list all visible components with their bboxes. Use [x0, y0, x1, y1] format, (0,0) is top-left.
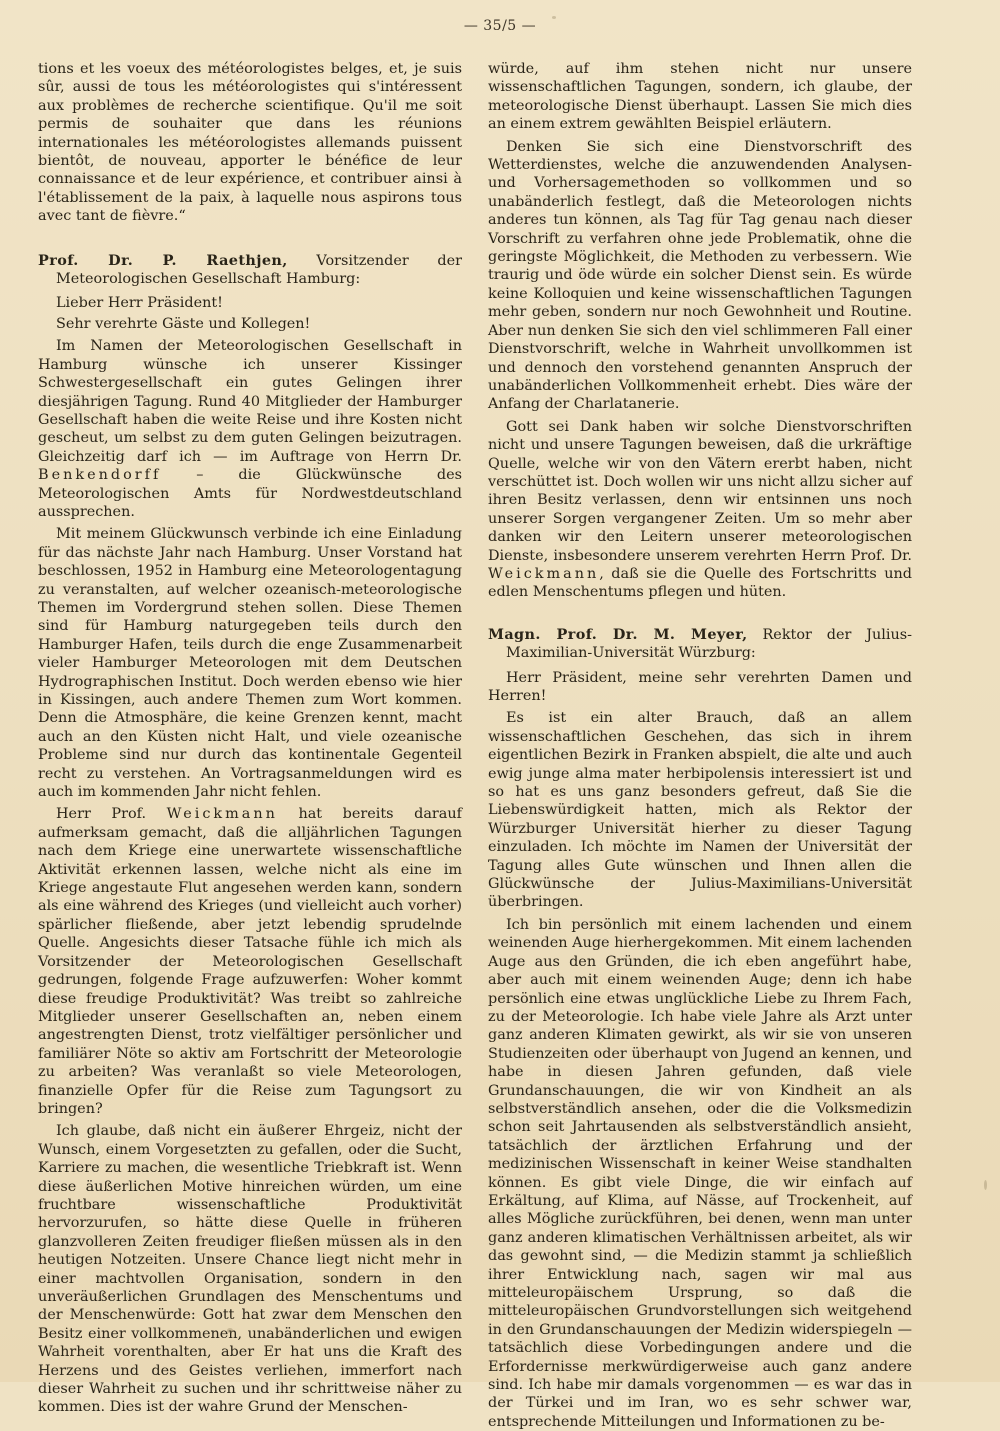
ink-speck: [984, 1180, 987, 1190]
ink-speck: [552, 16, 556, 19]
paragraph-continued: würde, auf ihm stehen nicht nur unsere wissenschaftlichen Tagungen, sondern, ich glaube, der meteorologische Dienst überhaupt. Lassen Sie mich dies an einem extrem gewählten Beispiel erläutern.: [488, 61, 912, 133]
text-run: Herr Prof.: [56, 806, 147, 823]
speaker-role: Rektor der Julius-Maximilian-Universität Würzburg:: [506, 626, 912, 662]
right-column: [488, 60, 912, 1431]
paragraph: [38, 805, 462, 1118]
person-name: Weickmann: [488, 565, 600, 582]
speaker-heading-meyer: [488, 626, 912, 663]
text-run: Im Namen der Meteorologischen Gesellschaft in Hamburg wünsche ich unserer Kissinger Schwestergesellschaft ein gutes Gelingen ihrer diesjährigen Tagung. Rund 40 Mitglieder der Hamburger Gesellschaft haben die weite Reise und ihre Kosten nicht gescheut, um selbst zu dem guten Gelingen beizutragen. Gleichzeitig darf ich — im Auftrage von Herrn Dr.: [38, 338, 462, 465]
paragraph: [38, 337, 462, 521]
ink-speck: [227, 1328, 233, 1333]
left-column: [38, 60, 462, 1417]
page-number: — 35/5 —: [463, 18, 537, 34]
speaker-heading-raethjen: [38, 252, 462, 289]
text-run: Gott sei Dank haben wir solche Dienstvorschriften nicht und unsere Tagungen beweisen, daß die urkräftige Quelle, welche wir von den Vätern ererbt haben, nicht verschüttet ist. Doch wollen wir uns nicht allzu sicher auf ihren Besitz verlassen, denn wir entsinnen uns noch unserer Sorgen vergangener Zeiten. Um so mehr aber danken wir den Leitern unserer meteorologischen Dienste, insbesondere unserem verehrten Herrn Prof. Dr.: [488, 418, 912, 564]
person-name: Benkendorff: [38, 467, 162, 484]
paragraph: Ich bin persönlich mit einem lachenden und einem weinenden Auge hierhergekommen. Mit einem lachenden Auge aus den Gründen, die ich eben angeführt habe, aber auch mit einem weinenden Auge; denn ich habe persönlich eine etwas unglückliche Liebe zu Ihrem Fach, zu der Meteorologie. Ich habe viele Jahre als Arzt unter ganz anderen Klimaten gewirkt, als wir sie von unseren Studienzeiten oder überhaupt von Jugend an kennen, und habe in diesen Jahren gefunden, daß viele Grundanschauungen, die wir von Kindheit an als selbstverständlich ansehen, oder die die Volksmedizin schon seit Jahrtausenden als selbstverständlich ansieht, tatsächlich der ärztlichen Erfahrung und der medizinischen Wissenschaft in keiner Weise standhalten können. Es gibt viele Dinge, die wir einfach auf Erkältung, auf Klima, auf Nässe, auf Trockenheit, auf alles Mögliche zurückführen, bei denen, wenn man unter ganz anderen klimatischen Verhältnissen arbeitet, als wir das gewohnt sind, — die Medizin stammt ja schließlich ihrer Entwicklung nach, sagen wir mal aus mitteleuropäischem Ursprung, so daß die mitteleuropäischen Grundvorstellungen sich weitgehend in den Grundanschauungen der Medizin widerspiegeln — tatsächlich diese Vorbedingungen andere und die Erfordernisse merkwürdigerweise auch ganz andere sind. Ich habe mir damals vorgenommen — es war das in der Türkei und im Iran, wo es sehr schwer war, entsprechende Mitteilungen und Informationen zu be-: [488, 916, 912, 1430]
text-run: hat bereits darauf aufmerksam gemacht, daß die alljährlichen Tagungen nach dem Kriege eine unerwartete wissenschaftliche Aktivität erkennen lassen, welche nicht als eine im Kriege angestaute Flut angesehen werden kann, sondern als eine während des Krieges (und vielleicht auch vorher) spärlicher fließende, aber jetzt lebendig sprudelnde Quelle. Angesichts dieser Tatsache fühle ich mich als Vorsitzender der Meteorologischen Gesellschaft gedrungen, folgende Frage aufzuwerfen: Woher kommt diese freudige Produktivität? Was treibt so zahlreiche Mitglieder unserer Gesellschaften an, neben einem angestrengten Dienst, trotz vielfältiger persönlicher und familiärer Nöte so aktiv am Fortschritt der Meteorologie zu arbeiten? Was veranlaßt so viele Meteorologen, finanzielle Opfer für die Reise zum Tagungsort zu bringen?: [38, 806, 462, 1117]
text-run: – die Glückwünsche des Meteorologischen Amts für Nordwestdeutschland aussprechen.: [38, 467, 463, 520]
person-name: Weickmann: [166, 806, 278, 823]
paragraph: Es ist ein alter Brauch, daß an allem wissenschaftlichen Geschehen, das sich in ihrem eigentlichen Bezirk in Franken abspielt, die alte und auch ewig junge alma mater herbipolensis interessiert ist und so hat es uns ganz besonders gefreut, daß Sie die Liebenswürdigkeit hatten, mich als Rektor der Würzburger Universität hierher zu dieser Tagung einzuladen. Ich möchte im Namen der Universität der Tagung alles Gute wünschen und Ihnen allen die Glückwünsche der Julius-Maximilians-Universität überbringen.: [488, 710, 912, 911]
greeting: Lieber Herr Präsident!: [56, 295, 223, 312]
paragraph-french-closing: tions et les voeux des météorologistes belges, et, je suis sûr, aussi de tous les météorologistes qui s'intéressent aux problèmes de recherche scientifique. Qu'il me soit permis de souhaiter que dans les réunions internationales les météorologistes allemands puissent bientôt, de nouveau, apporter le bénéfice de leur connaissance et de leur expérience, et contribuer ainsi à l'établissement de la paix, à laquelle nous aspirons tous avec tant de fièvre.“: [38, 61, 462, 225]
speaker-name: Magn. Prof. Dr. M. Meyer,: [488, 625, 748, 643]
paragraph: Ich glaube, daß nicht ein äußerer Ehrgeiz, nicht der Wunsch, einem Vorgesetzten zu gefallen, oder die Sucht, Karriere zu machen, die wesentliche Triebkraft ist. Wenn diese äußerlichen Motive hinreichen würden, um eine fruchtbare wissenschaftliche Produktivität hervorzurufen, so hätte diese Quelle in früheren glanzvolleren Zeiten freudiger fließen müssen als in den heutigen Notzeiten. Unsere Chance liegt nicht mehr in einer machtvollen Organisation, sondern in den unveräußerlichen Grundlagen des Menschentums und der Menschenwürde: Gott hat zwar dem Menschen den Besitz einer vollkommenen, unabänderlichen und ewigen Wahrheit vorenthalten, aber Er hat uns die Kraft des Herzens und des Geistes verliehen, immerfort nach dieser Wahrheit zu suchen und ihr schrittweise näher zu kommen. Dies ist der wahre Grund der Menschen-: [38, 1123, 462, 1416]
paragraph: Mit meinem Glückwunsch verbinde ich eine Einladung für das nächste Jahr nach Hamburg. Unser Vorstand hat beschlossen, 1952 in Hamburg eine Meteorologentagung zu veranstalten, auf welcher ozeanisch-meteorologische Themen im Vordergrund stehen sollen. Diese Themen sind für Hamburg naturgegeben teils durch den Hamburger Hafen, teils durch die enge Zusammenarbeit vieler Hamburger Meteorologen mit dem Deutschen Hydrographischen Institut. Doch werden ebenso wie hier in Kissingen, auch andere Themen zum Wort kommen. Denn die Atmosphäre, die keine Grenzen kennt, macht auch an den Küsten nicht Halt, und viele ozeanische Probleme sind nur durch das kontinentale Gegenteil recht zu verstehen. An Vortragsanmeldungen wird es auch im kommenden Jahr nicht fehlen.: [38, 526, 462, 801]
paragraph: [488, 418, 912, 602]
greeting: Sehr verehrte Gäste und Kollegen!: [56, 315, 311, 332]
text-run: , daß sie die Quelle des Fortschritts und edlen Menschentums pflegen und hüten.: [488, 565, 912, 601]
paragraph: Denken Sie sich eine Dienstvorschrift des Wetterdienstes, welche die anzuwendenden Analysen- und Vorhersagemethoden so vollkommen und so unabänderlich festlegt, daß die Meteorologen nichts anderes tun können, als Tag für Tag genau nach dieser Vorschrift zu verfahren ohne jede Problematik, ohne die geringste Möglichkeit, die Methoden zu verbessern. Wie traurig und öde würde ein solcher Dienst sein. Es würde keine Kolloquien und keine wissenschaftlichen Tagungen mehr geben, sondern nur noch Gewohnheit und Routine. Aber nun denken Sie sich den viel schlimmeren Fall einer Dienstvorschrift, welche in Wahrheit unvollkommen ist und dennoch den vorstehend genannten Anspruch der unabänderlichen Vollkommenheit erhebt. Dies wäre der Anfang der Charlatanerie.: [488, 138, 912, 413]
speaker-name: Prof. Dr. P. Raethjen,: [38, 251, 288, 269]
speaker-role: Vorsitzender der Meteorologischen Gesellschaft Hamburg:: [56, 252, 463, 288]
greeting: Herr Präsident, meine sehr verehrten Damen und Herren!: [488, 669, 912, 704]
